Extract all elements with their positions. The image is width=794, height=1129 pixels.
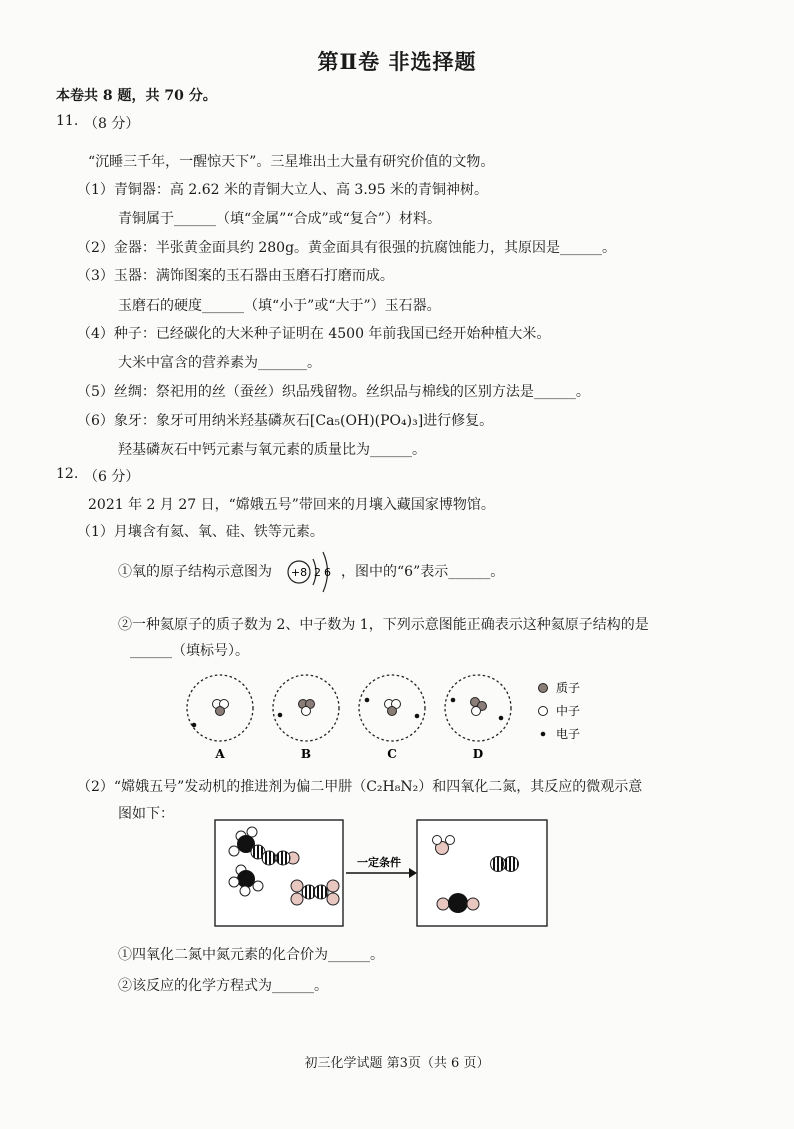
reaction-diagram xyxy=(213,818,553,930)
q11-lead: “沉睡三千年，一醒惊天下”。三星堆出土大量有研究价值的文物。 xyxy=(88,154,495,170)
option-b-atom xyxy=(273,675,339,741)
nucleus-charge: +8 xyxy=(290,566,308,579)
option-a-atom xyxy=(187,675,253,741)
q12-points: （6 分） xyxy=(84,469,140,485)
option-d-atom xyxy=(445,675,511,741)
q11-part4-question: 大米中富含的营养素为_______。 xyxy=(118,355,321,371)
legend-proton: 质子 xyxy=(556,681,581,695)
q11-points: （8 分） xyxy=(84,116,140,132)
page-title: 第Ⅱ卷 非选择题 xyxy=(317,49,477,74)
legend-neutron: 中子 xyxy=(556,704,581,718)
option-c-atom xyxy=(359,675,425,741)
q11-number: 11. xyxy=(56,113,79,129)
q12-part1: （1）月壤含有氦、氧、硅、铁等元素。 xyxy=(77,524,324,540)
q11-part5: （5）丝绸：祭祀用的丝（蚕丝）织品残留物。丝织品与棉线的区别方法是______。 xyxy=(77,384,590,400)
oxygen-atom-diagram xyxy=(283,546,343,598)
option-c-label: C xyxy=(387,747,397,761)
q12-part1-2-text: ②一种氦原子的质子数为 2、中子数为 1，下列示意图能正确表示这种氦原子结构的是 xyxy=(118,617,649,633)
shell-1-electrons: 2 xyxy=(314,566,321,579)
q12-part2-2: ②该反应的化学方程式为______。 xyxy=(118,978,328,994)
q12-lead: 2021 年 2 月 27 日，“嫦娥五号”带回来的月壤入藏国家博物馆。 xyxy=(88,497,495,513)
q11-part6-text: （6）象牙：象牙可用纳米羟基磷灰石[Ca₅(OH)(PO₄)₃]进行修复。 xyxy=(77,413,494,429)
atom-legend xyxy=(536,678,596,748)
option-d-label: D xyxy=(472,747,484,761)
q12-part2-text-cont: 图如下： xyxy=(118,806,174,822)
option-a-label: A xyxy=(215,747,225,761)
q11-part3-question: 玉磨石的硬度______（填“小于”或“大于”）玉石器。 xyxy=(118,298,441,314)
reactant-box xyxy=(215,820,343,926)
q11-part3-text: （3）玉器：满饰图案的玉石器由玉磨石打磨而成。 xyxy=(77,268,394,284)
q12-part1-1-question: ，图中的“6”表示______。 xyxy=(341,564,505,580)
q12-part2-text: （2）“嫦娥五号”发动机的推进剂为偏二甲肼（C₂H₈N₂）和四氧化二氮，其反应的微观示意 xyxy=(77,779,643,795)
section-intro: 本卷共 8 题，共 70 分。 xyxy=(56,88,217,104)
q11-part6-question: 羟基磷灰石中钙元素与氧元素的质量比为______。 xyxy=(118,442,426,458)
q11-part1-text: （1）青铜器：高 2.62 米的青铜大立人、高 3.95 米的青铜神树。 xyxy=(77,182,489,198)
q12-part2-1: ①四氧化二氮中氮元素的化合价为______。 xyxy=(118,947,384,963)
q12-part1-2-question: ______（填标号）。 xyxy=(130,643,249,659)
option-b-label: B xyxy=(300,747,312,761)
q12-number: 12. xyxy=(56,466,79,482)
reaction-condition: 一定条件 xyxy=(357,856,401,869)
page-footer: 初三化学试题 第3页（共 6 页） xyxy=(304,1056,490,1071)
legend-electron: 电子 xyxy=(556,727,581,741)
q11-part4-text: （4）种子：已经碳化的大米种子证明在 4500 年前我国已经开始种植大米。 xyxy=(77,326,551,342)
q11-part1-question: 青铜属于______（填“金属”“合成”或“复合”）材料。 xyxy=(118,211,441,227)
shell-2-electrons: 6 xyxy=(324,566,331,579)
helium-options-diagram xyxy=(180,670,550,770)
q12-part1-1-text: ①氧的原子结构示意图为 xyxy=(118,564,272,580)
q11-part2: （2）金器：半张黄金面具约 280g。黄金面具有很强的抗腐蚀能力，其原因是______。 xyxy=(77,240,617,256)
